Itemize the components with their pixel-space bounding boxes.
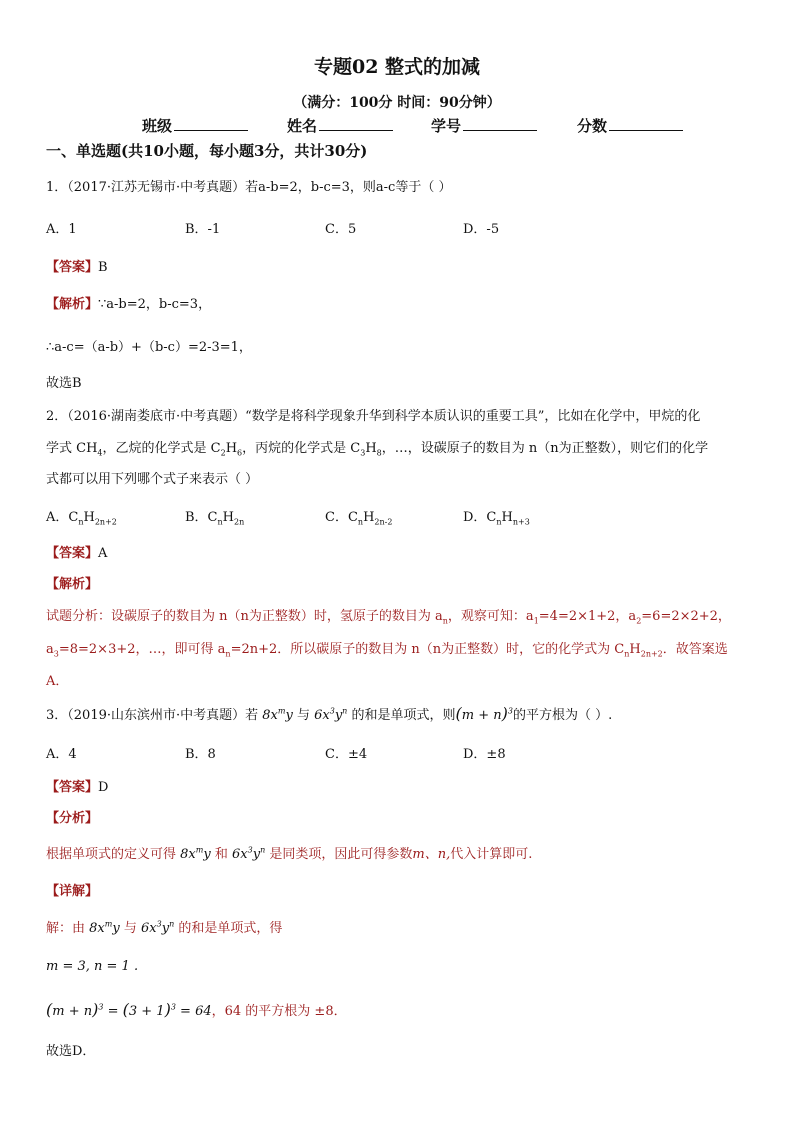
q3-detail-label: 【详解】 [46, 884, 99, 899]
q1-stem: 1．（2017·江苏无锡市·中考真题）若a-b=2，b-c=3，则a-c等于（ ） [46, 180, 452, 195]
q3-analysis-text: 根据单项式的定义可得 $8x^my$ 和 $6x^3y^n$ 是同类项，因此可得参数m、n,代入计算即可. [46, 845, 533, 862]
q2-option-b: B．$C_nH_{2n}$ [185, 510, 245, 527]
field-name: 姓名 [287, 115, 393, 136]
q3-solution-eq2: $(m + n)^3 = (3 + 1)^3 = 64$，64 的平方根为 ±8． [46, 1000, 347, 1019]
q2-stem-line1: 2．（2016·湖南娄底市·中考真题）“数学是将科学现象升华到科学本质认识的重要工具”，比如在化学中，甲烷的化 [46, 409, 701, 424]
q2-answer: 【答案】A [46, 546, 108, 561]
q3-stem: 3．（2019·山东滨州市·中考真题）若 $8x^my$ 与 $6x^3y^n$ 的和是单项式，则$(m + n)^3$的平方根为（ ）. [46, 704, 613, 723]
q1-analysis-step: ∴a-c=（a-b）+（b-c）=2-3=1， [46, 340, 252, 355]
q3-monomial-2: $6x^3y^n$ [309, 706, 348, 723]
q2-option-c: C．$C_nH_{2n-2}$ [325, 510, 393, 527]
q3-option-a: A．4 [46, 747, 77, 762]
page-title: 专题02 整式的加减 [313, 56, 481, 78]
q3-option-c: C．±4 [325, 747, 368, 762]
section-heading: 一、单选题(共10小题，每小题3分，共计30分) [46, 142, 368, 160]
q3-solution-eq1: m = 3, n = 1 . [46, 959, 139, 974]
q3-monomial-1: $8x^my$ [258, 706, 297, 723]
exam-meta: （满分：100分 时间：90分钟） [293, 95, 501, 111]
field-class: 班级 [142, 115, 248, 136]
q2-option-a: A．$C_nH_{2n+2}$ [46, 510, 117, 527]
q1-conclusion: 故选B [46, 376, 82, 391]
q3-option-b: B．8 [185, 747, 216, 762]
q3-solution-line1: 解：由 $8x^my$ 与 $6x^3y^n$ 的和是单项式，得 [46, 919, 283, 936]
q3-expression: $(m + n)^3$ [455, 704, 513, 723]
q1-option-d: D．-5 [463, 222, 500, 237]
q2-explanation-line1: 试题分析：设碳原子的数目为 n（n为正整数）时，氢原子的数目为 $a_n$，观察可知：$a_1=4=2\times 1+2$，$a_2=6=2\times 2+2$， [46, 609, 731, 626]
q2-explanation-line3: A． [46, 674, 69, 689]
q1-option-c: C．5 [325, 222, 357, 237]
q2-option-d: D．$C_nH_{n+3}$ [463, 510, 530, 527]
q1-answer: 【答案】B [46, 260, 108, 275]
q3-analysis-label: 【分析】 [46, 811, 99, 826]
q3-conclusion: 故选D． [46, 1044, 96, 1059]
q1-analysis: 【解析】∵a-b=2，b-c=3， [46, 297, 212, 312]
q2-analysis-label: 【解析】 [46, 577, 99, 592]
q2-stem-line3: 式都可以用下列哪个式子来表示（ ） [46, 472, 259, 487]
q1-option-b: B．-1 [185, 222, 221, 237]
q3-option-d: D．±8 [463, 747, 506, 762]
q2-stem-line2: 学式 $CH_4$，乙烷的化学式是 $C_2H_6$，丙烷的化学式是 $C_3H_8$，…，设碳原子的数目为 n（n为正整数），则它们的化学 [46, 441, 709, 458]
q2-explanation-line2: $a_3=8=2\times 3+2$，…，即可得 $a_n=2n+2$．所以碳原子的数目为 n（n为正整数）时，它的化学式为 $C_nH_{2n+2}$．故答案选 [46, 642, 728, 659]
q1-option-a: A．1 [46, 222, 77, 237]
q3-answer: 【答案】D [46, 780, 109, 795]
field-student-id: 学号 [431, 115, 537, 136]
field-score: 分数 [577, 115, 683, 136]
